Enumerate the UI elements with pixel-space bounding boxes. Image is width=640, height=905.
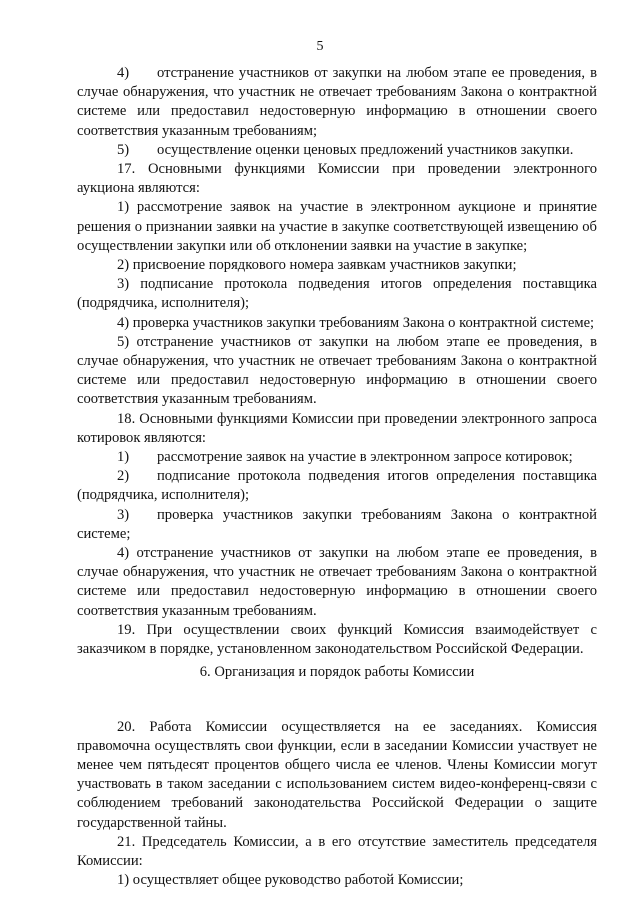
item-text: подписание протокола подведения итогов определения поставщика (подрядчика, исполнителя); (77, 468, 597, 504)
item-text: отстранение участников от закупки на любом этапе ее проведения, в случае обнаружения, что участник не отвечает требованиям Закона о контрактной системе или предоставил недостоверную информацию в отношении своего соответствия указанным требованиям; (77, 65, 597, 139)
paragraph: 18. Основными функциями Комиссии при проведении электронного запроса котировок являются: (77, 410, 597, 446)
paragraph: 4) проверка участников закупки требованиям Закона о контрактной системе; (117, 314, 595, 331)
page-number: 5 (316, 39, 324, 54)
list-item (77, 506, 597, 544)
paragraph: 1) рассмотрение заявок на участие в электронном аукционе и принятие решения о признании заявки на участие в закупке соответствующей извещению об осуществлении закупки или об отклонении заявки на участие в закупке; (77, 199, 597, 254)
paragraph: 2) присвоение порядкового номера заявкам участников закупки; (117, 257, 517, 274)
item-text: проверка участников закупки требованиям Закона о контрактной системе; (77, 506, 597, 542)
item-number: 3) (117, 506, 130, 523)
item-number: 1) (117, 449, 130, 466)
item-number: 2) (117, 468, 130, 485)
paragraph: 21. Председатель Комиссии, а в его отсутствие заместитель председателя Комиссии: (77, 833, 597, 869)
paragraph: 19. При осуществлении своих функций Комиссия взаимодействует с заказчиком в порядке, установленном законодательством Российской Федерации. (77, 621, 597, 658)
list-item (77, 141, 597, 160)
item-text: рассмотрение заявок на участие в электронном запросе котировок; (157, 449, 573, 466)
section-heading: 6. Организация и порядок работы Комиссии (199, 664, 475, 681)
paragraph: 3) подписание протокола подведения итогов определения поставщика (подрядчика, исполнителя); (77, 276, 597, 312)
list-item (77, 64, 597, 141)
paragraph: 4) отстранение участников от закупки на любом этапе ее проведения, в случае обнаружения, что участник не отвечает требованиям Закона о контрактной системе или предоставил недостоверную информацию в отношении своего соответствия указанным требованиям. (77, 545, 597, 619)
item-text: осуществление оценки ценовых предложений участников закупки. (157, 141, 574, 158)
paragraph: 5) отстранение участников от закупки на любом этапе ее проведения, в случае обнаружения, что участник не отвечает требованиям Закона о контрактной системе или предоставил недостоверную информацию в отношении своего соответствия указанным требованиям. (77, 333, 597, 408)
list-item (77, 448, 597, 467)
list-item (77, 467, 597, 505)
item-number: 5) (117, 141, 130, 158)
document-body (77, 64, 597, 890)
paragraph: 20. Работа Комиссии осуществляется на ее заседаниях. Комиссия правомочна осуществлять свои функции, если в заседании Комиссии участвует не менее чем пятьдесят процентов общего числа ее членов. Члены Комиссии могут участвовать в таком заседании с использованием систем видео-конференц-связи с соблюдением требований законодательства Российской Федерации о защите государственной тайны. (77, 718, 597, 831)
paragraph: 1) осуществляет общее руководство работой Комиссии; (117, 872, 464, 889)
paragraph: 17. Основными функциями Комиссии при проведении электронного аукциона являются: (77, 161, 597, 197)
item-number: 4) (117, 65, 130, 81)
